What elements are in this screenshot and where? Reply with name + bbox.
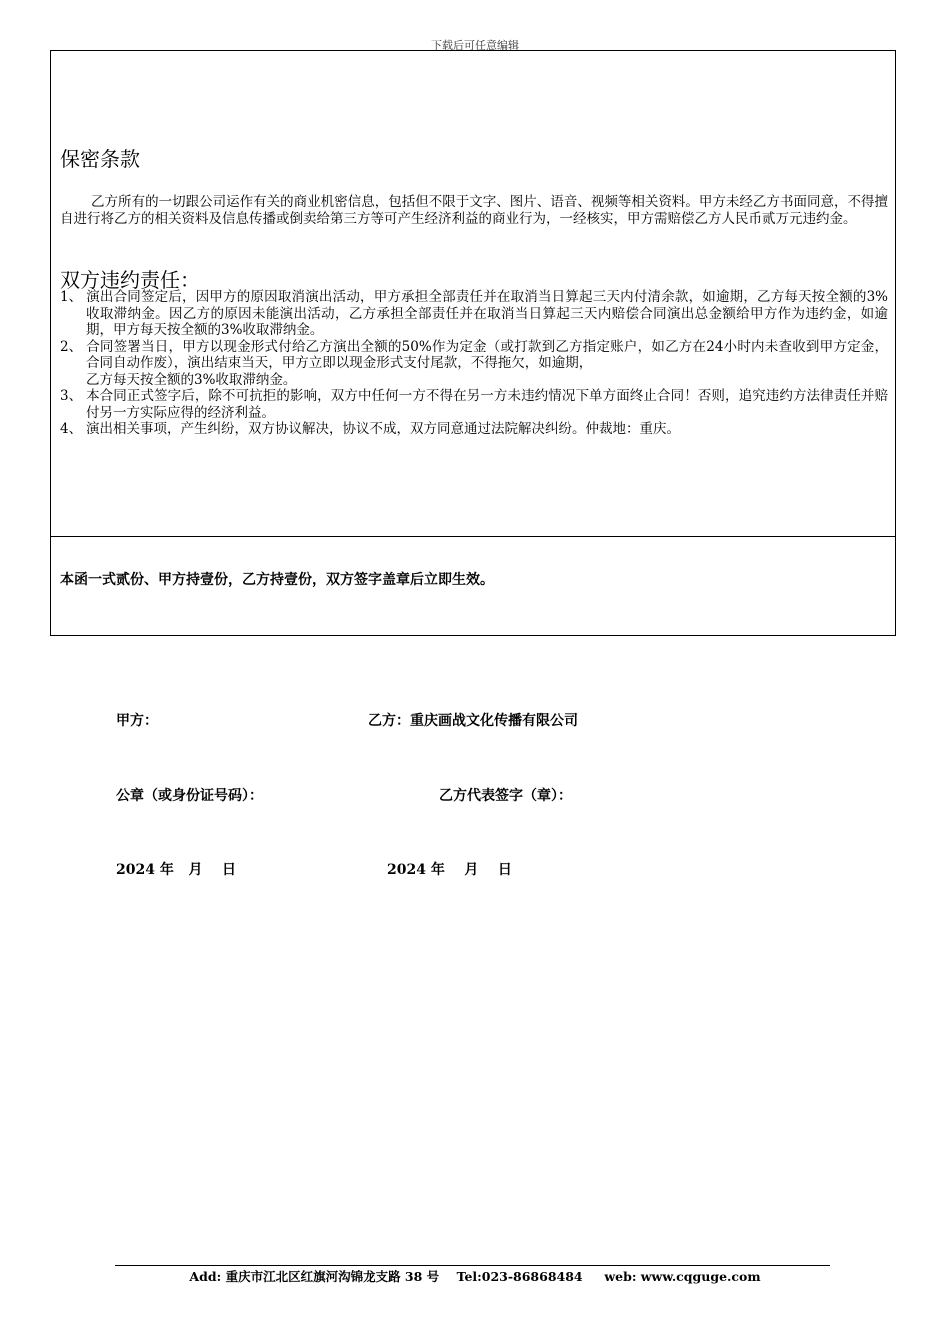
breach-list bbox=[60, 289, 888, 438]
representative-signature-label: 乙方代表签字（章）： bbox=[439, 788, 572, 804]
closing-box bbox=[50, 536, 896, 636]
party-b-date: 2024 年 月 日 bbox=[387, 862, 512, 878]
confidentiality-title: 保密条款 bbox=[60, 147, 140, 171]
item-text: 本合同正式签字后，除不可抗拒的影响，双方中任何一方不得在另一方未违约情况下单方面终止合同！否则，追究违约方法律责任并赔付另一方实际应得的经济利益。 bbox=[86, 388, 888, 421]
item-text-continued: 乙方每天按全额的3%收取滞纳金。 bbox=[86, 371, 297, 388]
party-a-label: 甲方： bbox=[116, 713, 158, 729]
footer-divider bbox=[115, 1265, 830, 1266]
list-item bbox=[60, 388, 888, 421]
item-number: 3、 bbox=[60, 388, 83, 404]
item-number: 4、 bbox=[60, 421, 83, 437]
confidentiality-text: 乙方所有的一切跟公司运作有关的商业机密信息，包括但不限于文字、图片、语音、视频等相关资料。甲方未经乙方书面同意，不得擅自进行将乙方的相关资料及信息传播或倒卖给第三方等可产生经济利益的商业行为，一经核实，甲方需赔偿乙方人民币贰万元违约金。 bbox=[60, 194, 888, 227]
seal-label: 公章（或身份证号码）： bbox=[116, 788, 263, 804]
footer-contact: Add: 重庆市江北区红旗河沟锦龙支路 38 号 Tel:023-86868484 web: www.cqguge.com bbox=[189, 1269, 761, 1284]
item-number: 2、 bbox=[60, 338, 83, 355]
header-note: 下载后可任意编辑 bbox=[431, 39, 519, 52]
terms-box bbox=[50, 50, 896, 537]
item-number: 1、 bbox=[60, 289, 83, 305]
closing-statement: 本函一式贰份、甲方持壹份，乙方持壹份，双方签字盖章后立即生效。 bbox=[60, 572, 494, 588]
item-text: 合同签署当日，甲方以现金形式付给乙方演出全额的50%作为定金（或打款到乙方指定账户，如乙方在24小时内未查收到甲方定金，合同自动作废），演出结束当天，甲方立即以现金形式支付尾款，不得拖欠，如逾期， bbox=[86, 338, 888, 371]
list-item bbox=[60, 289, 888, 339]
party-a-date: 2024 年 月 日 bbox=[116, 862, 236, 878]
list-item bbox=[60, 339, 888, 389]
item-text: 演出合同签定后，因甲方的原因取消演出活动，甲方承担全部责任并在取消当日算起三天内付清余款，如逾期，乙方每天按全额的3%收取滞纳金。因乙方的原因未能演出活动，乙方承担全部责任并在取消当日算起三天内赔偿合同演出总金额给甲方作为违约金，如逾期，甲方每天按全额的3%收取滞纳金。 bbox=[86, 289, 888, 338]
breach-title: 双方违约责任： bbox=[60, 268, 200, 292]
item-text: 演出相关事项，产生纠纷，双方协议解决，协议不成，双方同意通过法院解决纠纷。仲裁地：重庆。 bbox=[86, 421, 680, 437]
list-item bbox=[60, 421, 888, 438]
party-b-label: 乙方：重庆画战文化传播有限公司 bbox=[368, 713, 578, 729]
